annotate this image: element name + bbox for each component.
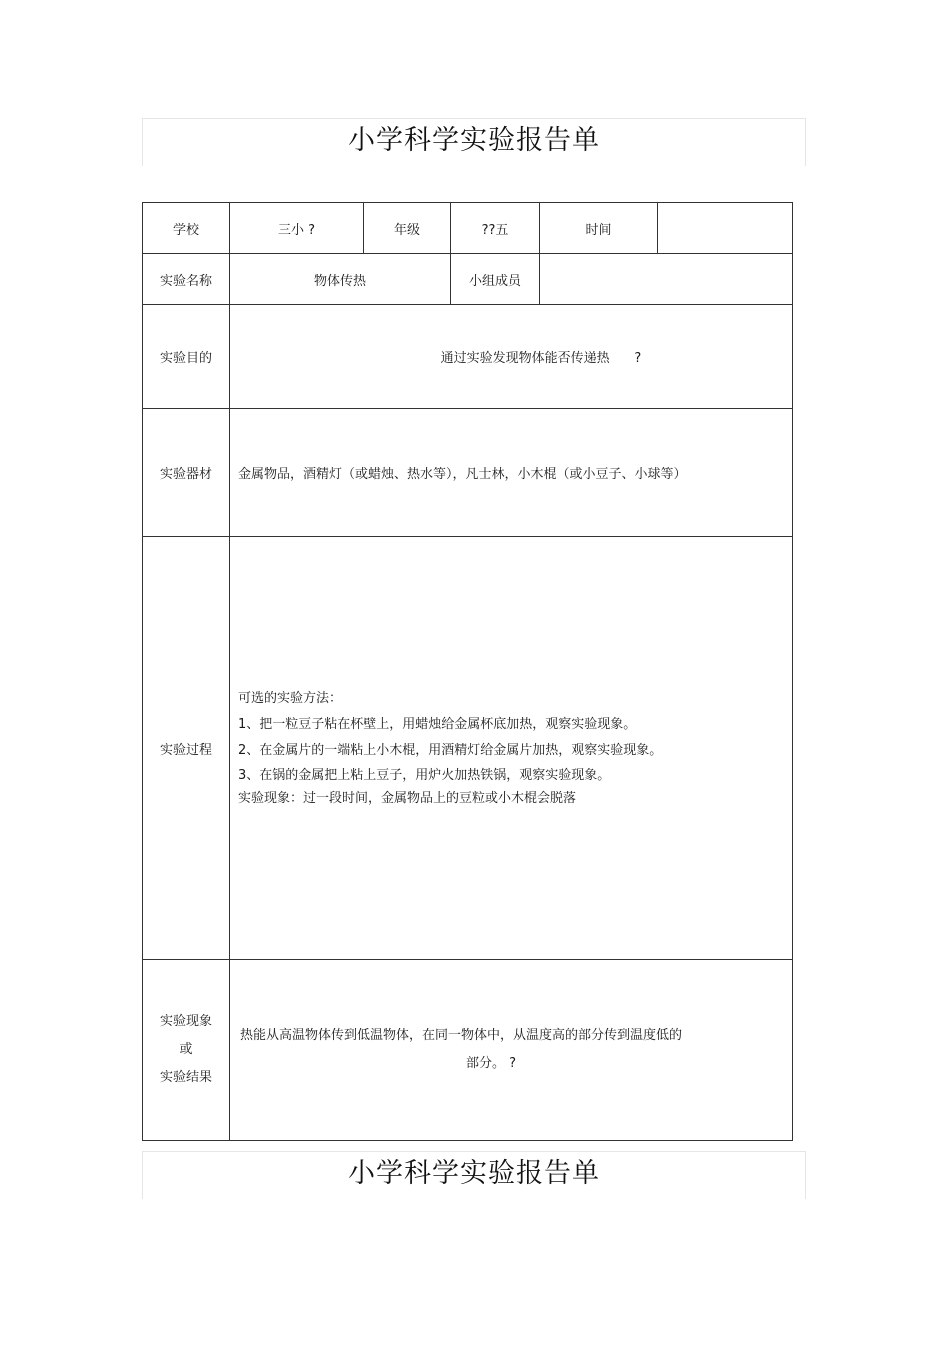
page-title-text: 小学科学实验报告单 xyxy=(348,1158,600,1189)
result-label-line: 实验结果 xyxy=(159,1070,212,1085)
purpose-value: 通过实验发现物体能否传递热 ? xyxy=(230,305,793,409)
table-row xyxy=(143,537,793,960)
page-title-text: 小学科学实验报告单 xyxy=(348,125,600,156)
table-row xyxy=(143,960,793,1141)
table-row xyxy=(143,305,793,409)
time-value xyxy=(658,203,793,254)
time-label: 时间 xyxy=(540,203,658,254)
school-value: 三小 ? xyxy=(230,203,364,254)
school-label: 学校 xyxy=(143,203,230,254)
process-content xyxy=(230,537,793,960)
process-label: 实验过程 xyxy=(143,537,230,960)
process-line: 3、在锅的金属把上粘上豆子，用炉火加热铁锅，观察实验现象。 xyxy=(238,768,611,783)
result-label-line: 或 xyxy=(179,1042,193,1057)
process-line: 1、把一粒豆子粘在杯壁上，用蜡烛给金属杯底加热，观察实验现象。 xyxy=(238,717,637,732)
result-line: 部分。 ? xyxy=(465,1056,517,1071)
process-line: 2、在金属片的一端粘上小木棍，用酒精灯给金属片加热，观察实验现象。 xyxy=(238,743,663,758)
grade-label: 年级 xyxy=(364,203,451,254)
group-members-label: 小组成员 xyxy=(451,254,540,305)
process-line: 实验现象：过一段时间，金属物品上的豆粒或小木棍会脱落 xyxy=(238,791,577,806)
experiment-name-label: 实验名称 xyxy=(143,254,230,305)
group-members-value xyxy=(540,254,793,305)
purpose-label: 实验目的 xyxy=(143,305,230,409)
experiment-report-table xyxy=(142,202,793,1141)
result-content xyxy=(230,960,793,1141)
result-label-line: 实验现象 xyxy=(159,1014,212,1029)
result-label xyxy=(143,960,230,1141)
page-title xyxy=(142,118,806,166)
page-title-repeat xyxy=(142,1151,806,1199)
grade-value: ??五 xyxy=(451,203,540,254)
experiment-name-value: 物体传热 xyxy=(230,254,451,305)
process-line: 可选的实验方法： xyxy=(238,691,343,706)
table-row xyxy=(143,203,793,254)
table-row xyxy=(143,254,793,305)
result-line: 热能从高温物体传到低温物体，在同一物体中，从温度高的部分传到温度低的 xyxy=(240,1028,683,1043)
materials-value: 金属物品，酒精灯（或蜡烛、热水等），凡士林，小木棍（或小豆子、小球等） xyxy=(230,409,793,537)
table-row xyxy=(143,409,793,537)
materials-label: 实验器材 xyxy=(143,409,230,537)
